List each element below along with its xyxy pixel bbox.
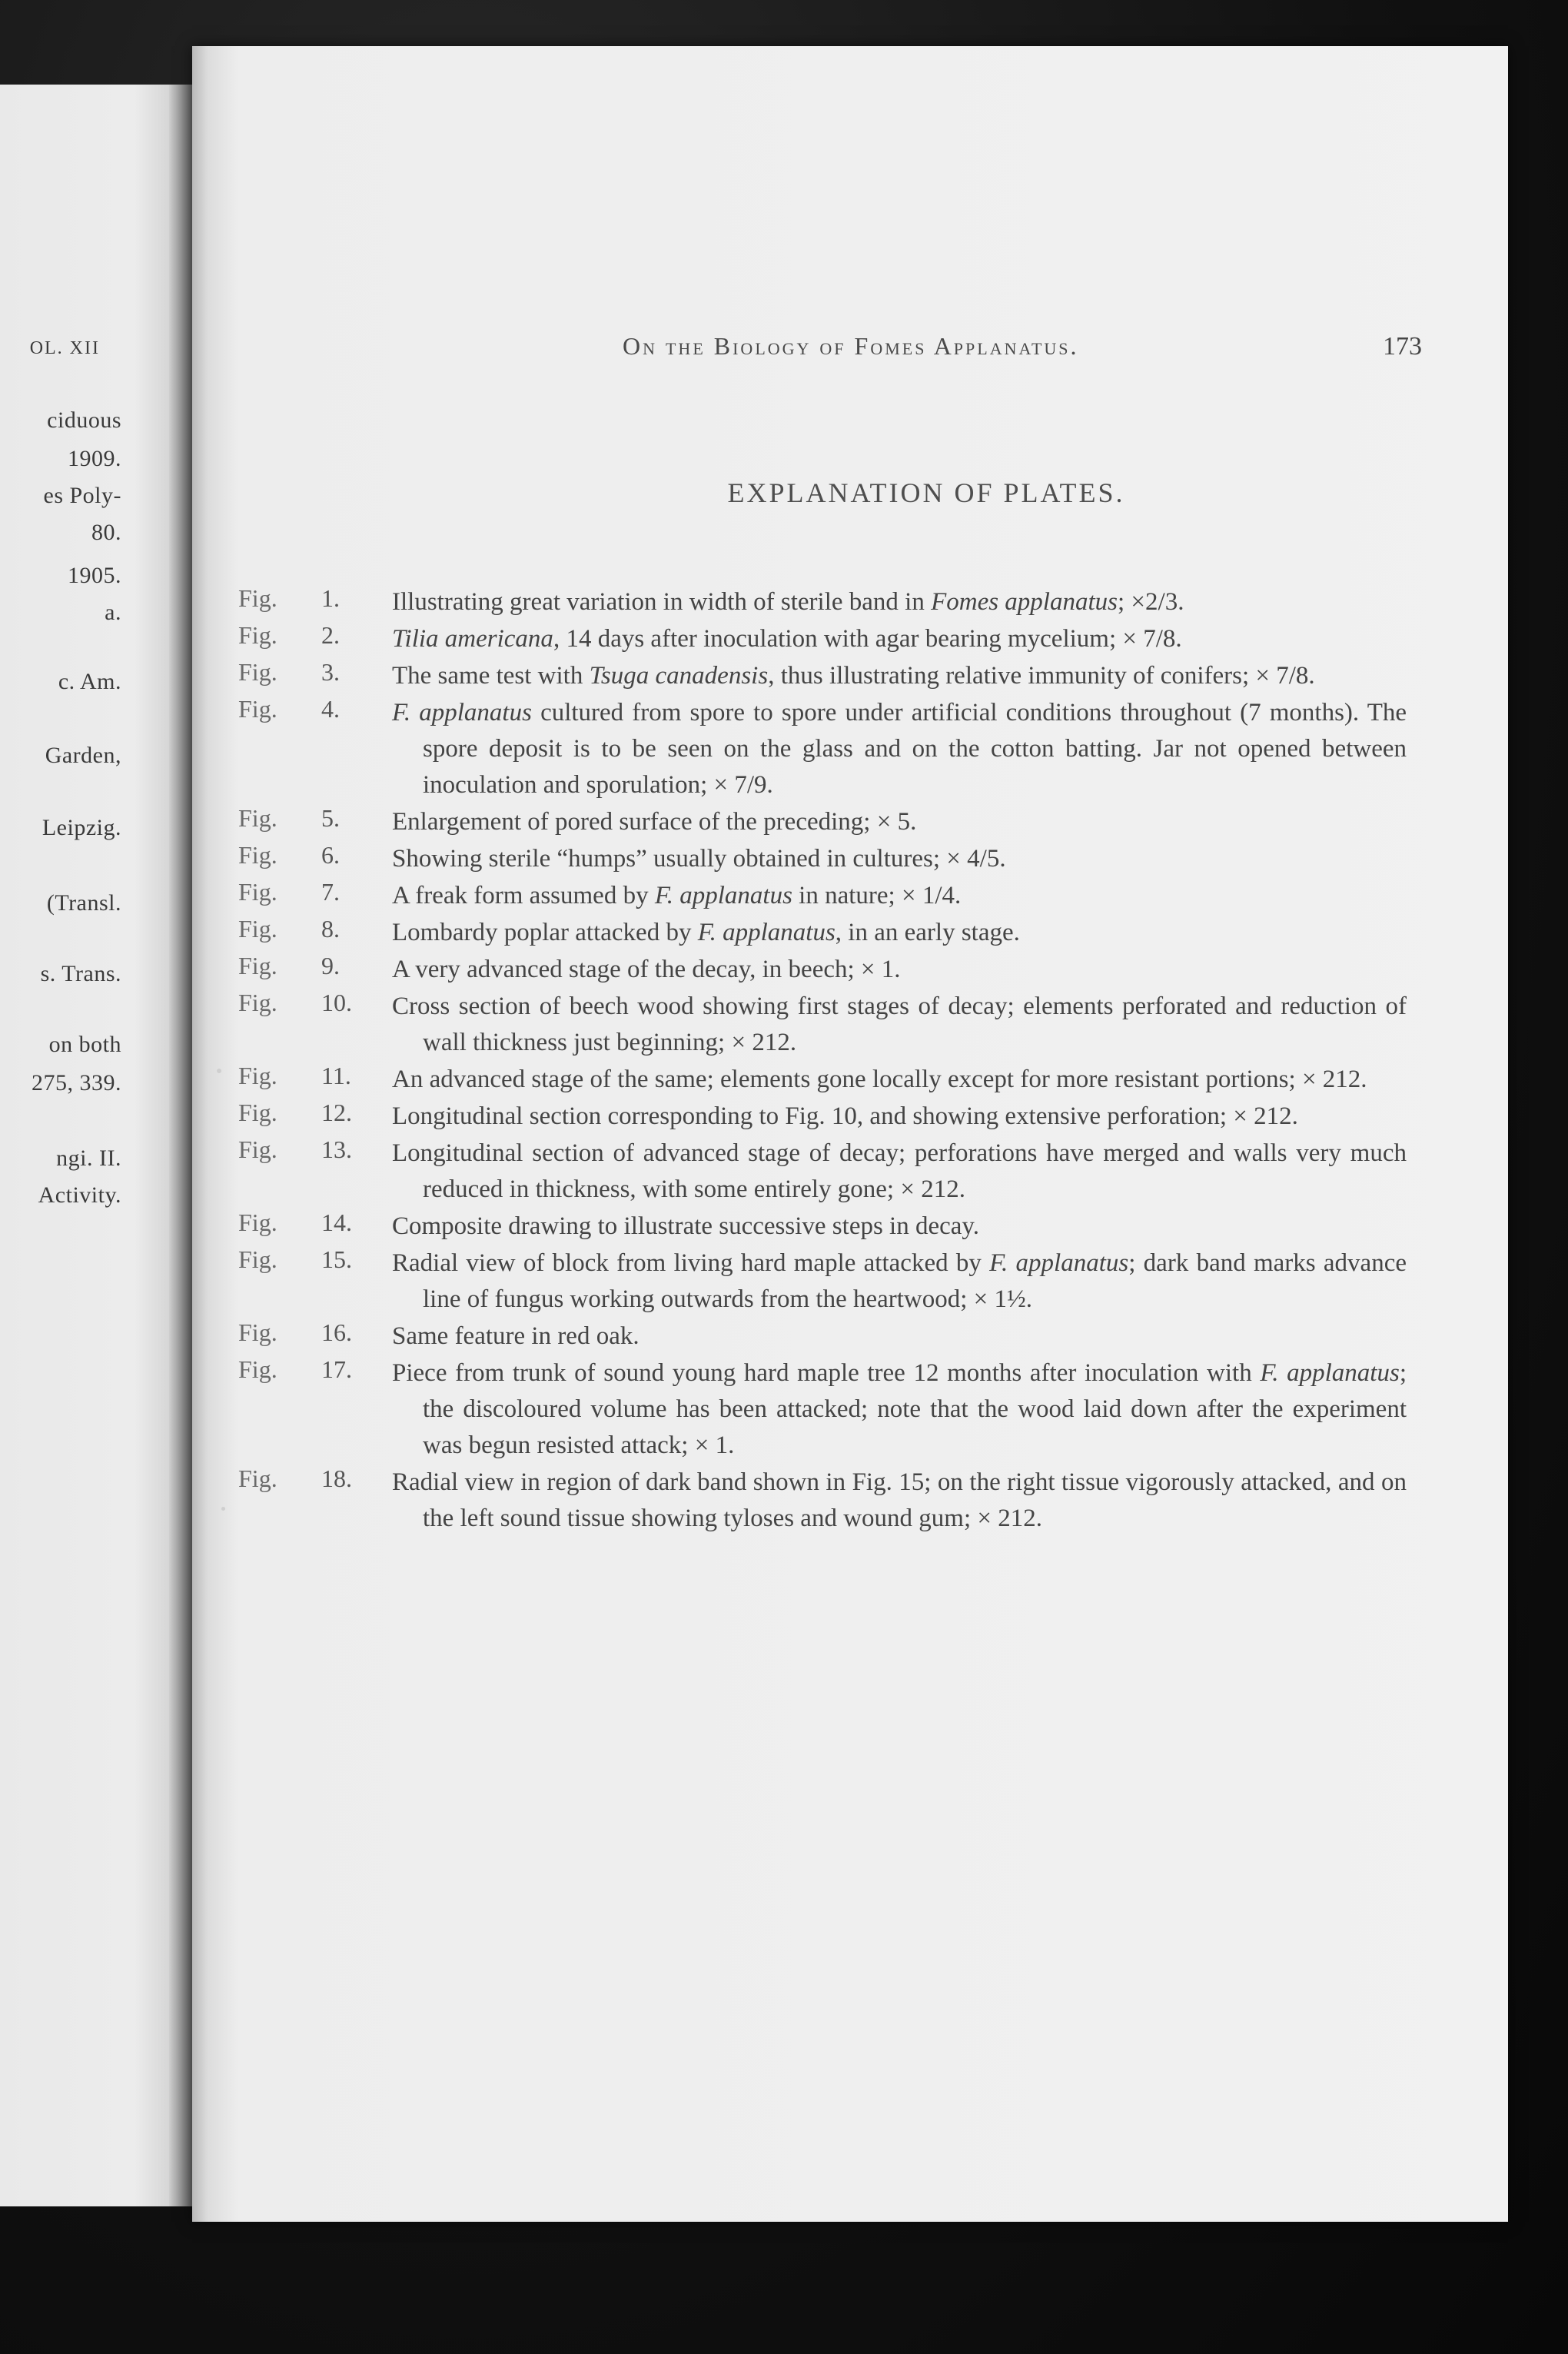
figure-caption: Illustrating great variation in width of sterile band in Fomes applanatus; ×2/3. (392, 588, 1184, 616)
figure-number: 15. (321, 1245, 352, 1273)
figure-number: 5. (321, 804, 340, 832)
figure-label: Fig. (238, 804, 277, 832)
figure-label: Fig. (238, 1318, 277, 1346)
figure-caption: Longitudinal section corresponding to Fig. 10, and showing extensive perforation; × 212. (392, 1102, 1298, 1130)
figure-label: Fig. (238, 1062, 277, 1089)
figure-label: Fig. (238, 1099, 277, 1126)
figure-entry (238, 952, 1407, 988)
figure-caption: Longitudinal section of advanced stage of decay; perforations have merged and walls very much reduced in thickness, with some entirely gone; × 212. (392, 1139, 1407, 1203)
figure-number: 10. (321, 989, 352, 1016)
left-line: 1905. (68, 563, 121, 588)
figure-number: 16. (321, 1318, 352, 1346)
figure-number: 14. (321, 1209, 352, 1236)
left-line: ciduous (47, 407, 121, 433)
figure-number: 1. (321, 584, 340, 612)
scan-speck (217, 1069, 221, 1073)
figure-entry (238, 1465, 1407, 1537)
figure-caption: Radial view in region of dark band shown in Fig. 15; on the right tissue vigorously attacked, and on the left sound tissue showing tyloses and wound gum; × 212. (392, 1468, 1407, 1532)
figure-caption: A very advanced stage of the decay, in beech; × 1. (392, 956, 901, 983)
figure-entry (238, 658, 1407, 694)
figure-entry (238, 1355, 1407, 1464)
figure-number: 9. (321, 952, 340, 979)
figure-caption: Showing sterile “humps” usually obtained in cultures; × 4/5. (392, 845, 1006, 873)
figure-label: Fig. (238, 621, 277, 649)
figure-number: 12. (321, 1099, 352, 1126)
figure-entry (238, 584, 1407, 620)
figure-number: 17. (321, 1355, 352, 1383)
left-line: Activity. (38, 1182, 121, 1208)
figure-caption: An advanced stage of the same; elements gone locally except for more resistant portions; × 212. (392, 1066, 1367, 1093)
left-line: es Poly- (43, 483, 121, 508)
scan-speck (221, 1507, 225, 1511)
left-line: ngi. II. (56, 1145, 121, 1171)
figure-entry (238, 1099, 1407, 1135)
left-line: (Transl. (46, 890, 121, 916)
figure-entry (238, 1062, 1407, 1098)
figure-entry (238, 841, 1407, 877)
figure-label: Fig. (238, 1355, 277, 1383)
book-gutter (169, 85, 192, 2206)
left-line: s. Trans. (40, 961, 121, 986)
figure-number: 7. (321, 878, 340, 906)
figure-number: 13. (321, 1135, 352, 1163)
figure-number: 4. (321, 695, 340, 723)
figure-label: Fig. (238, 915, 277, 943)
figure-number: 2. (321, 621, 340, 649)
page-173 (192, 46, 1508, 2222)
figure-caption: The same test with Tsuga canadensis, thus illustrating relative immunity of conifers; × 7/8. (392, 662, 1315, 690)
figure-caption: Lombardy poplar attacked by F. applanatus, in an early stage. (392, 919, 1020, 946)
left-line: Garden, (45, 743, 121, 768)
running-head (430, 332, 1422, 366)
figure-entry (238, 621, 1407, 657)
figure-label: Fig. (238, 878, 277, 906)
figure-label: Fig. (238, 1465, 277, 1492)
section-title: EXPLANATION OF PLATES. (727, 477, 1125, 508)
figure-label: Fig. (238, 1245, 277, 1273)
figure-entry (238, 915, 1407, 951)
figure-caption: Piece from trunk of sound young hard maple tree 12 months after inoculation with F. applanatus; the discoloured volume has been attacked; note that the wood laid down after the experiment was begun resisted attack; × 1. (392, 1359, 1407, 1459)
figure-label: Fig. (238, 1135, 277, 1163)
figure-entry (238, 1318, 1407, 1355)
figure-label: Fig. (238, 989, 277, 1016)
figure-caption: Tilia americana, 14 days after inoculation with agar bearing mycelium; × 7/8. (392, 625, 1182, 653)
figure-number: 18. (321, 1465, 352, 1492)
figure-entry (238, 804, 1407, 840)
left-line: Leipzig. (42, 815, 121, 840)
figure-entry (238, 695, 1407, 803)
figure-entry (238, 1245, 1407, 1318)
figure-caption: Enlargement of pored surface of the preceding; × 5. (392, 808, 917, 836)
running-title: On the Biology of Fomes Applanatus. (623, 332, 1079, 360)
left-running-head: OL. XII (29, 338, 100, 358)
left-line: 80. (91, 520, 121, 545)
figure-entry (238, 1135, 1407, 1208)
figure-number: 8. (321, 915, 340, 943)
figure-number: 6. (321, 841, 340, 869)
figure-caption: Cross section of beech wood showing first stages of decay; elements perforated and reduction of wall thickness just beginning; × 212. (392, 992, 1407, 1056)
left-line: c. Am. (58, 669, 121, 694)
figure-entry (238, 989, 1407, 1061)
figure-label: Fig. (238, 1209, 277, 1236)
figure-label: Fig. (238, 695, 277, 723)
left-line: 1909. (68, 446, 121, 471)
figure-label: Fig. (238, 841, 277, 869)
left-page-fragment (0, 85, 192, 2206)
figure-number: 11. (321, 1062, 351, 1089)
figure-caption: A freak form assumed by F. applanatus in nature; × 1/4. (392, 882, 962, 909)
left-line: a. (105, 600, 121, 625)
figure-entry (238, 1209, 1407, 1245)
figure-caption: Same feature in red oak. (392, 1322, 639, 1350)
figure-number: 3. (321, 658, 340, 686)
figure-caption: Radial view of block from living hard maple attacked by F. applanatus; dark band marks advance line of fungus working outwards from the heartwood; × 1½. (392, 1249, 1407, 1313)
figure-label: Fig. (238, 658, 277, 686)
figure-caption: F. applanatus cultured from spore to spore under artificial conditions throughout (7 months). The spore deposit is to be seen on the glass and on the cotton batting. Jar not opened between inoculation and sporulation; × 7/9. (392, 699, 1407, 799)
figure-caption: Composite drawing to illustrate successive steps in decay. (392, 1212, 980, 1240)
figure-entry (238, 878, 1407, 914)
figure-label: Fig. (238, 952, 277, 979)
left-line: 275, 339. (32, 1070, 121, 1096)
figure-explanations (238, 584, 1407, 1538)
left-line: on both (48, 1032, 121, 1057)
figure-label: Fig. (238, 584, 277, 612)
page-number: 173 (1383, 332, 1422, 361)
